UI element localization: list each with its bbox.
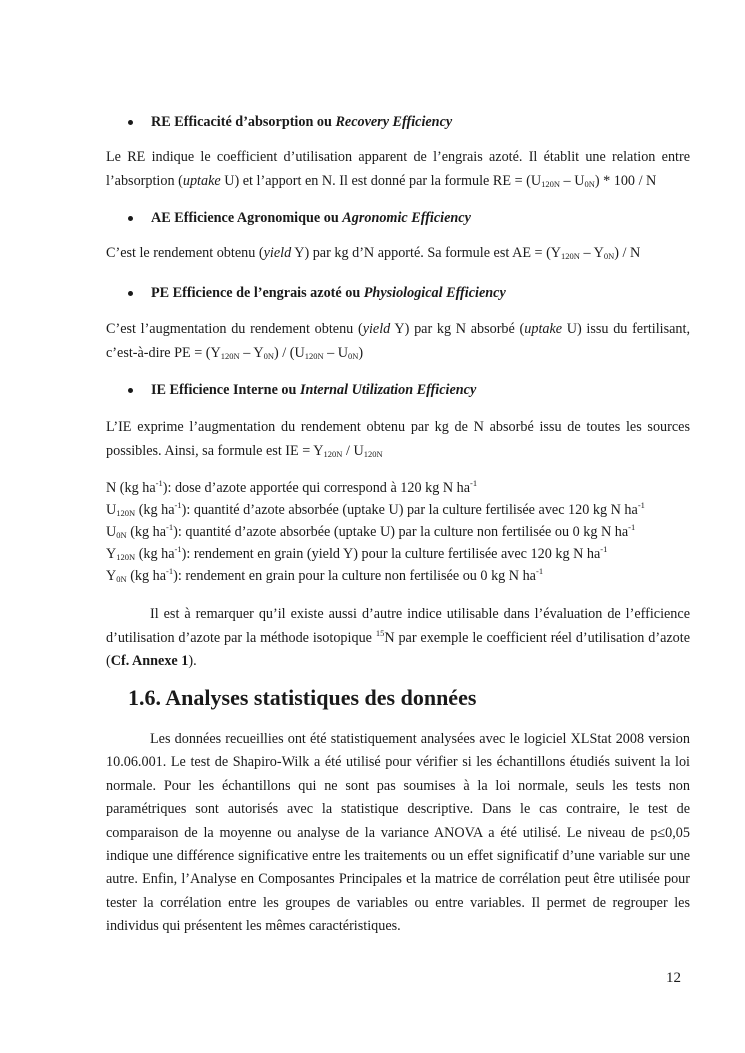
ae-paragraph: C’est le rendement obtenu (yield Y) par kg d’N apporté. Sa formule est AE = $(Y_{120N} - Y_{0N})$ / N <box>106 245 641 261</box>
pe-paragraph: C’est l’augmentation du rendement obtenu (yield Y) par kg N absorbé (uptake U) issu du fertilisant, c’est-à-dire PE = $(Y_{120N} - Y_{0N}) / (U_{120N} - U_{0N})$ <box>106 321 690 361</box>
bullet-dot <box>128 120 133 125</box>
definition-y120n: $Y_{120N}$ (kg $ha^{-1}$): rendement en grain (yield Y) pour la culture fertilisée avec 120 kg N $ha^{-1}$ <box>106 544 608 562</box>
section-heading: 1.6. Analyses statistiques des données <box>128 685 477 710</box>
bullet-ie-text: IE Efficience Interne ou Internal Utilization Efficiency <box>151 382 477 398</box>
definition-u120n: $U_{120N}$ (kg $ha^{-1}$): quantité d’azote absorbée (uptake U) par la culture fertilisée avec 120 kg N $ha^{-1}$ <box>106 500 645 518</box>
bullet-dot <box>128 216 133 221</box>
bullet-ae-text: AE Efficience Agronomique ou Agronomic Efficiency <box>151 210 471 226</box>
bullet-dot <box>128 388 133 393</box>
bullet-dot <box>128 291 133 296</box>
definition-u0n: $U_{0N}$ (kg $ha^{-1}$): quantité d’azote absorbée (uptake U) par la culture non fertilisée ou 0 kg N $ha^{-1}$ <box>106 522 636 540</box>
statistics-paragraph: Les données recueillies ont été statistiquement analysées avec le logiciel XLStat 2008 version 10.06.001. Le test de Shapiro-Wilk a été utilisé pour vérifier si les échantillons étudiés suivent la loi normale. Pour les échantillons qui ne sont pas soumises à la loi normale, seuls les tests non paramétriques sont autorisés avec la statistique descriptive. Dans le cas contraire, le test de comparaison de la moyenne ou analyse de la variance ANOVA a été utilisé. Le niveau de p≤0,05 indique une différence significative entre les traitements ou un effet significatif d’une variable sur une autre. Enfin, l’Analyse en Composantes Principales et la matrice de corrélation peut être utilisée pour tester la corrélation entre les groupes de variables ou entre variables. Il permet de regrouper les individus qui présentent les mêmes caractéristiques. <box>106 731 690 935</box>
page-number: 12 <box>666 970 681 986</box>
definition-n: N (kg $ha^{-1}$): dose d’azote apportée qui correspond à 120 kg N $ha^{-1}$ <box>106 478 478 496</box>
bullet-re-text: RE Efficacité d’absorption ou Recovery Efficiency <box>151 114 453 130</box>
ie-paragraph: L’IE exprime l’augmentation du rendement obtenu par kg de N absorbé issu de toutes les sources possibles. Ainsi, sa formule est IE = $Y_{120N} / U_{120N}$ <box>106 419 690 459</box>
definitions-list <box>106 477 690 587</box>
bullet-pe-text: PE Efficience de l’engrais azoté ou Physiological Efficiency <box>151 285 506 301</box>
re-paragraph: Le RE indique le coefficient d’utilisation apparent de l’engrais azoté. Il établit une relation entre l’absorption (uptake U) et l’apport en N. Il est donné par la formule RE = $(U_{120N} - U_{0N}) * 100$ / N <box>106 149 690 189</box>
remark-paragraph: Il est à remarquer qu’il existe aussi d’autre indice utilisable dans l’évaluation de l’efficience d’utilisation d’azote par la méthode isotopique $^{15}$N par exemple le coefficient réel d’utilisation d’azote (Cf. Annexe 1). <box>106 606 691 669</box>
definition-y0n: $Y_{0N}$ (kg $ha^{-1}$): rendement en grain pour la culture non fertilisée ou 0 kg N $ha^{-1}$ <box>106 566 544 584</box>
